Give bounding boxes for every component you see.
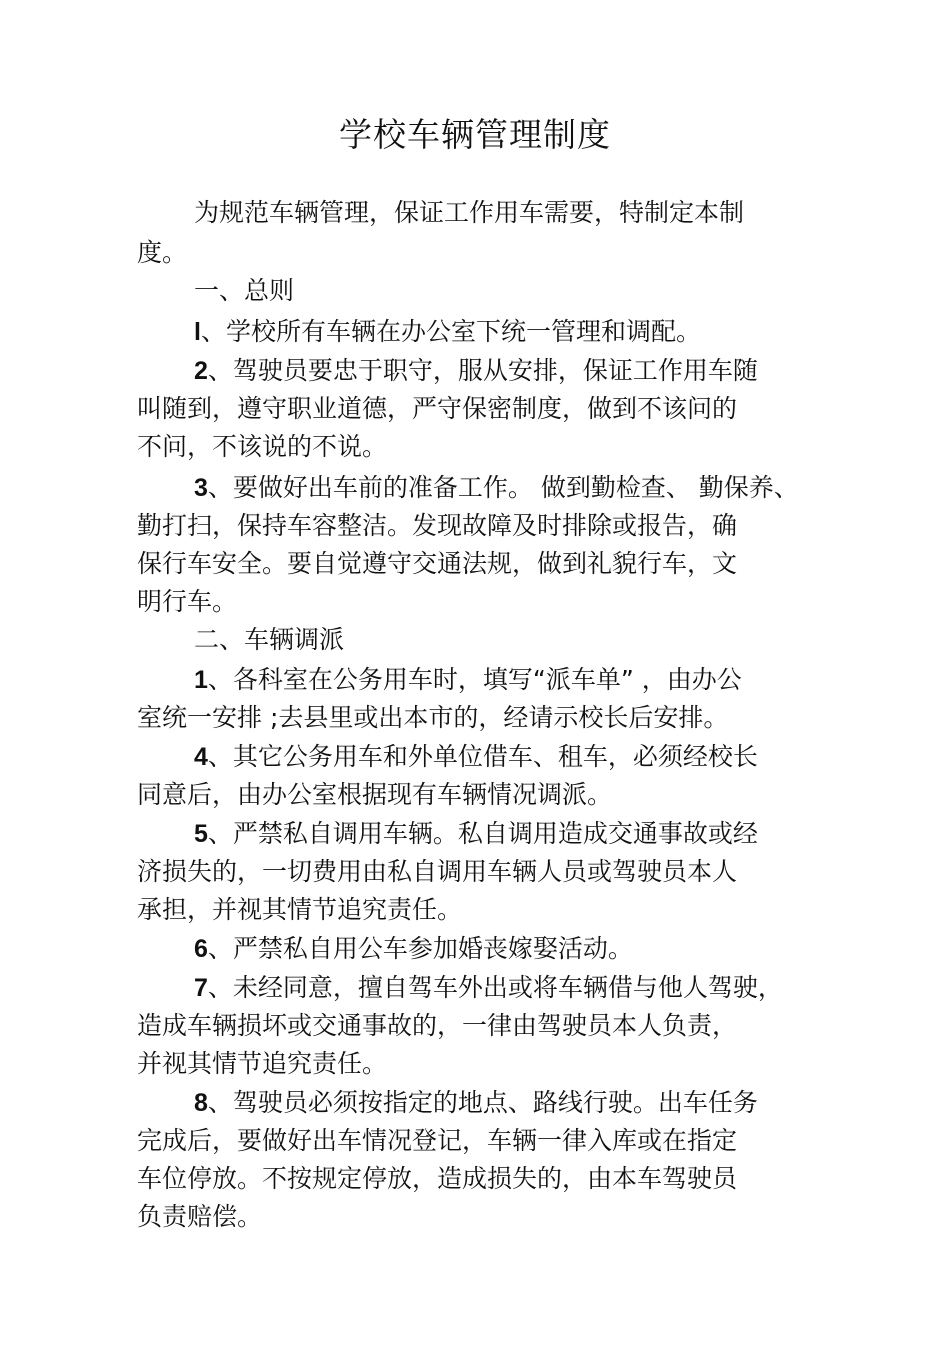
text-line (137, 778, 612, 812)
line-text: 二、车辆调派 (194, 625, 345, 654)
line-text: 、未经同意，擅自驾车外出或将车辆借与他人驾驶， (207, 973, 783, 1002)
clause-number: 5 (194, 820, 208, 848)
line-text: 勤打扫，保持车容整洁。发现故障及时排除或报告，确 (137, 511, 738, 540)
clause-line (194, 663, 742, 697)
text-line (194, 274, 294, 308)
line-text: 并视其情节追究责任。 (137, 1049, 388, 1078)
line-text: 、严禁私自用公车参加婚丧嫁娶活动。 (207, 934, 633, 963)
clause-line (194, 315, 701, 349)
text-line (137, 509, 737, 543)
line-text: 一、总则 (194, 276, 295, 305)
text-line (194, 623, 344, 657)
clause-number: 3 (194, 474, 208, 502)
line-text: 明行车。 (137, 587, 238, 616)
text-line (137, 893, 462, 927)
line-text: 、学校所有车辆在办公室下统一管理和调配。 (200, 317, 701, 346)
line-text: 、其它公务用车和外单位借车、租车，必须经校长 (207, 742, 758, 771)
text-line (137, 1162, 737, 1196)
line-text: 叫随到，遵守职业道德，严守保密制度，做到不该问的 (137, 394, 738, 423)
line-text: 同意后，由办公室根据现有车辆情况调派。 (137, 780, 613, 809)
text-line (137, 430, 387, 464)
line-text: 、要做好出车前的准备工作。 做到勤检查、 勤保养、 (207, 473, 799, 502)
page-title: 学校车辆管理制度 (339, 115, 611, 154)
clause-number: l (194, 318, 201, 346)
line-text: 、各科室在公务用车时，填写“派车单” ，由办公 (207, 665, 742, 694)
clause-line (194, 1086, 758, 1120)
text-line (137, 701, 728, 735)
line-text: 、驾驶员要忠于职守，服从安排，保证工作用车随 (207, 356, 758, 385)
clause-number: 1 (194, 666, 208, 694)
line-text: 车位停放。不按规定停放，造成损失的，由本车驾驶员 (137, 1164, 738, 1193)
text-line (137, 855, 737, 889)
clause-line (194, 817, 758, 851)
clause-number: 8 (194, 1089, 208, 1117)
line-text: 度。 (137, 238, 188, 267)
line-text: 不问，不该说的不说。 (137, 432, 388, 461)
line-text: 、驾驶员必须按指定的地点、路线行驶。出车任务 (207, 1088, 758, 1117)
clause-number: 7 (194, 974, 208, 1002)
line-text: 室统一安排 ;去县里或出本市的，经请示校长后安排。 (137, 703, 729, 732)
clause-number: 2 (194, 357, 208, 385)
line-text: 保行车安全。要自觉遵守交通法规，做到礼貌行车，文 (137, 549, 738, 578)
text-line (137, 236, 187, 270)
clause-line (194, 354, 758, 388)
line-text: 、严禁私自调用车辆。私自调用造成交通事故或经 (207, 819, 758, 848)
clause-number: 6 (194, 935, 208, 963)
line-text: 济损失的，一切费用由私自调用车辆人员或驾驶员本人 (137, 857, 738, 886)
text-line (194, 196, 744, 230)
text-line (137, 1200, 262, 1234)
line-text: 造成车辆损坏或交通事故的，一律由驾驶员本人负责， (137, 1011, 738, 1040)
clause-line (194, 740, 758, 774)
text-line (137, 1009, 737, 1043)
text-line (137, 1124, 737, 1158)
text-line (137, 1047, 387, 1081)
text-line (137, 392, 737, 426)
text-line (137, 547, 737, 581)
clause-line (194, 471, 799, 505)
line-text: 承担，并视其情节追究责任。 (137, 895, 463, 924)
clause-line (194, 971, 783, 1005)
text-line (137, 585, 237, 619)
line-text: 为规范车辆管理，保证工作用车需要，特制定本制 (194, 198, 745, 227)
clause-number: 4 (194, 743, 208, 771)
clause-line (194, 932, 633, 966)
line-text: 负责赔偿。 (137, 1202, 263, 1231)
line-text: 完成后，要做好出车情况登记，车辆一律入库或在指定 (137, 1126, 738, 1155)
